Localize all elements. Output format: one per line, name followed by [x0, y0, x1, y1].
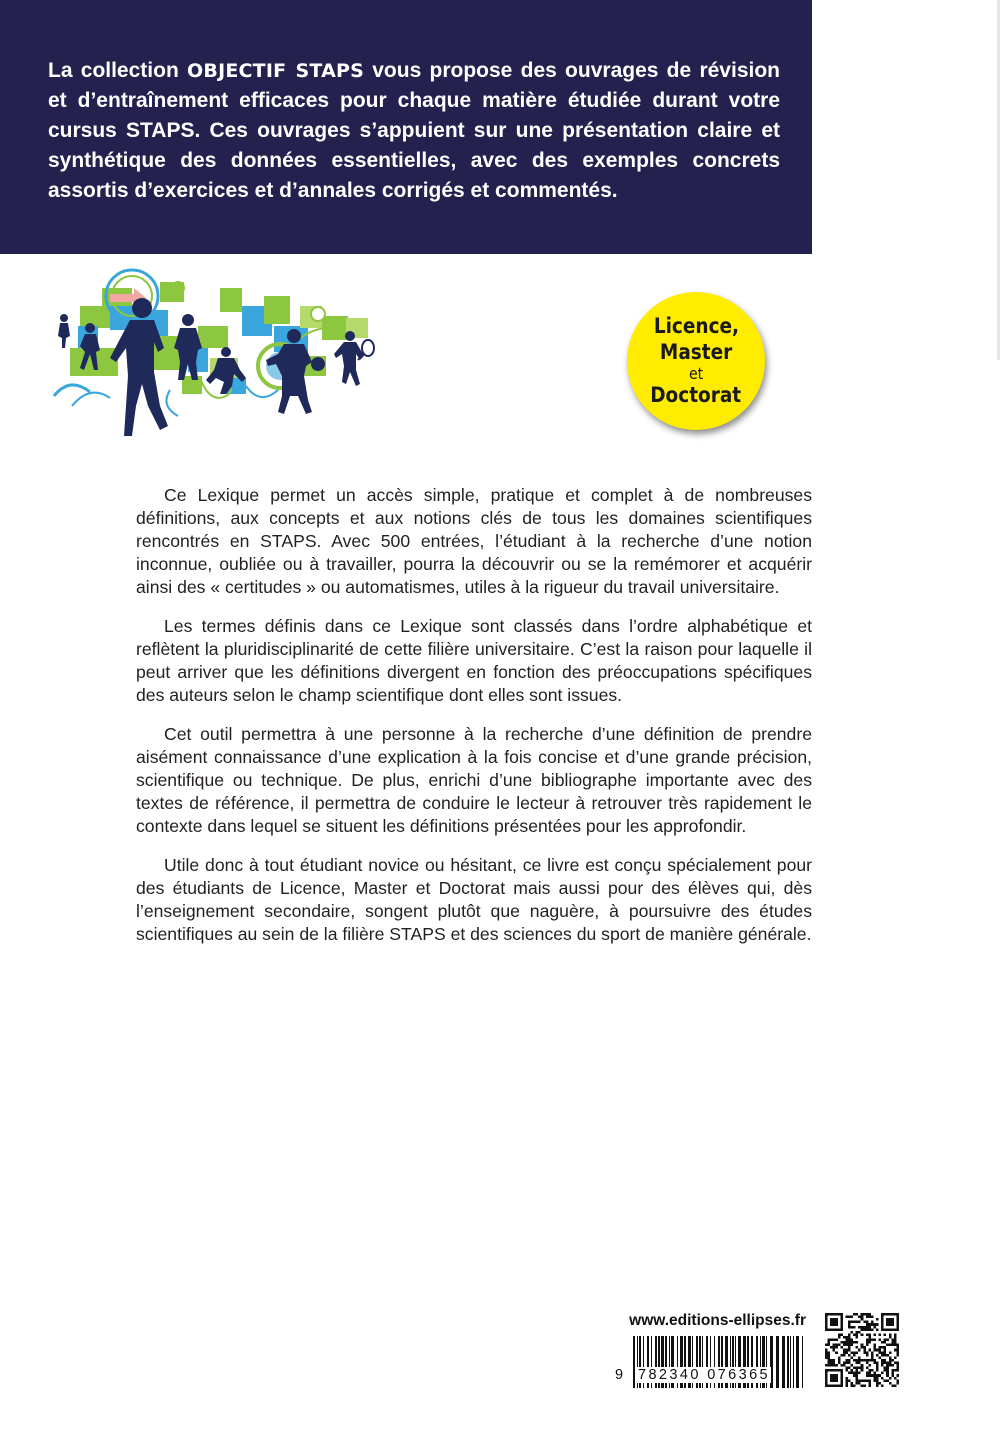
isbn-lead-digit: 9 — [615, 1367, 626, 1383]
book-description — [136, 484, 812, 962]
intro-rest: vous propose des ouvrages de révision et d’entraînement efficaces pour chaque matière étudiée durant votre cursus STAPS. Ces ouvrages s’appuient sur une présentation claire et synthétique des données essentielles, avec des exemples concrets assortis d’exercices et d’annales corrigés et commentés. — [48, 59, 780, 202]
collection-intro-text — [48, 56, 780, 206]
description-paragraph: Utile donc à tout étudiant novice ou hésitant, ce livre est conçu spécialement pour des étudiants de Licence, Master et Doctorat mais aussi pour des élèves qui, dès l’enseignement secondaire, songent plutôt que naguère, à poursuivre des études scientifiques au sein de la filière STAPS et des sciences du sport de manière générale. — [136, 855, 812, 944]
badge-line-doctorat: Doctorat — [650, 383, 742, 407]
badge-line-master: Master — [659, 340, 733, 364]
collection-name: OBJECTIF STAPS — [187, 60, 364, 82]
degree-level-badge — [627, 292, 765, 430]
badge-line-et: et — [688, 364, 704, 383]
description-paragraph: Cet outil permettra à une personne à la recherche d’une définition de prendre aisément connaissance d’une explication à la fois concise et d’une grande précision, scientifique ou technique. De plus, enrichi d’une bibliographe importante avec des textes de référence, il permettra de conduire le lecteur à retrouver très rapidement le contexte dans lequel se situent les définitions présentées pour les approfondir. — [136, 724, 812, 836]
collection-header-band — [0, 0, 812, 254]
intro-lead: La collection — [48, 59, 188, 82]
isbn-digits: 782340 076365 — [638, 1367, 770, 1383]
description-paragraph: Les termes définis dans ce Lexique sont classés dans l’ordre alphabétique et reflètent la pluridisciplinarité de cette filière universitaire. C’est la raison pour laquelle il peut arriver que les définitions divergent en fonction des préoccupations spécifiques des auteurs selon le champ scientifique dont elles sont issues. — [136, 616, 812, 705]
qr-code-icon — [825, 1313, 899, 1387]
badge-line-licence: Licence, — [653, 314, 739, 338]
sports-silhouettes-illustration — [50, 266, 380, 441]
publisher-website: www.editions-ellipses.fr — [629, 1312, 806, 1329]
description-paragraph: Ce Lexique permet un accès simple, pratique et complet à de nombreuses définitions, aux concepts et aux notions clés de tous les domaines scientifiques rencontrés en STAPS. Avec 500 entrées, l’étudiant à la recherche d’une notion inconnue, oubliée ou à travailler, pourra la découvrir ou se la remémorer et acquérir ainsi des « certitudes » ou automatismes, utiles à la rigueur du travail universitaire. — [136, 485, 812, 597]
